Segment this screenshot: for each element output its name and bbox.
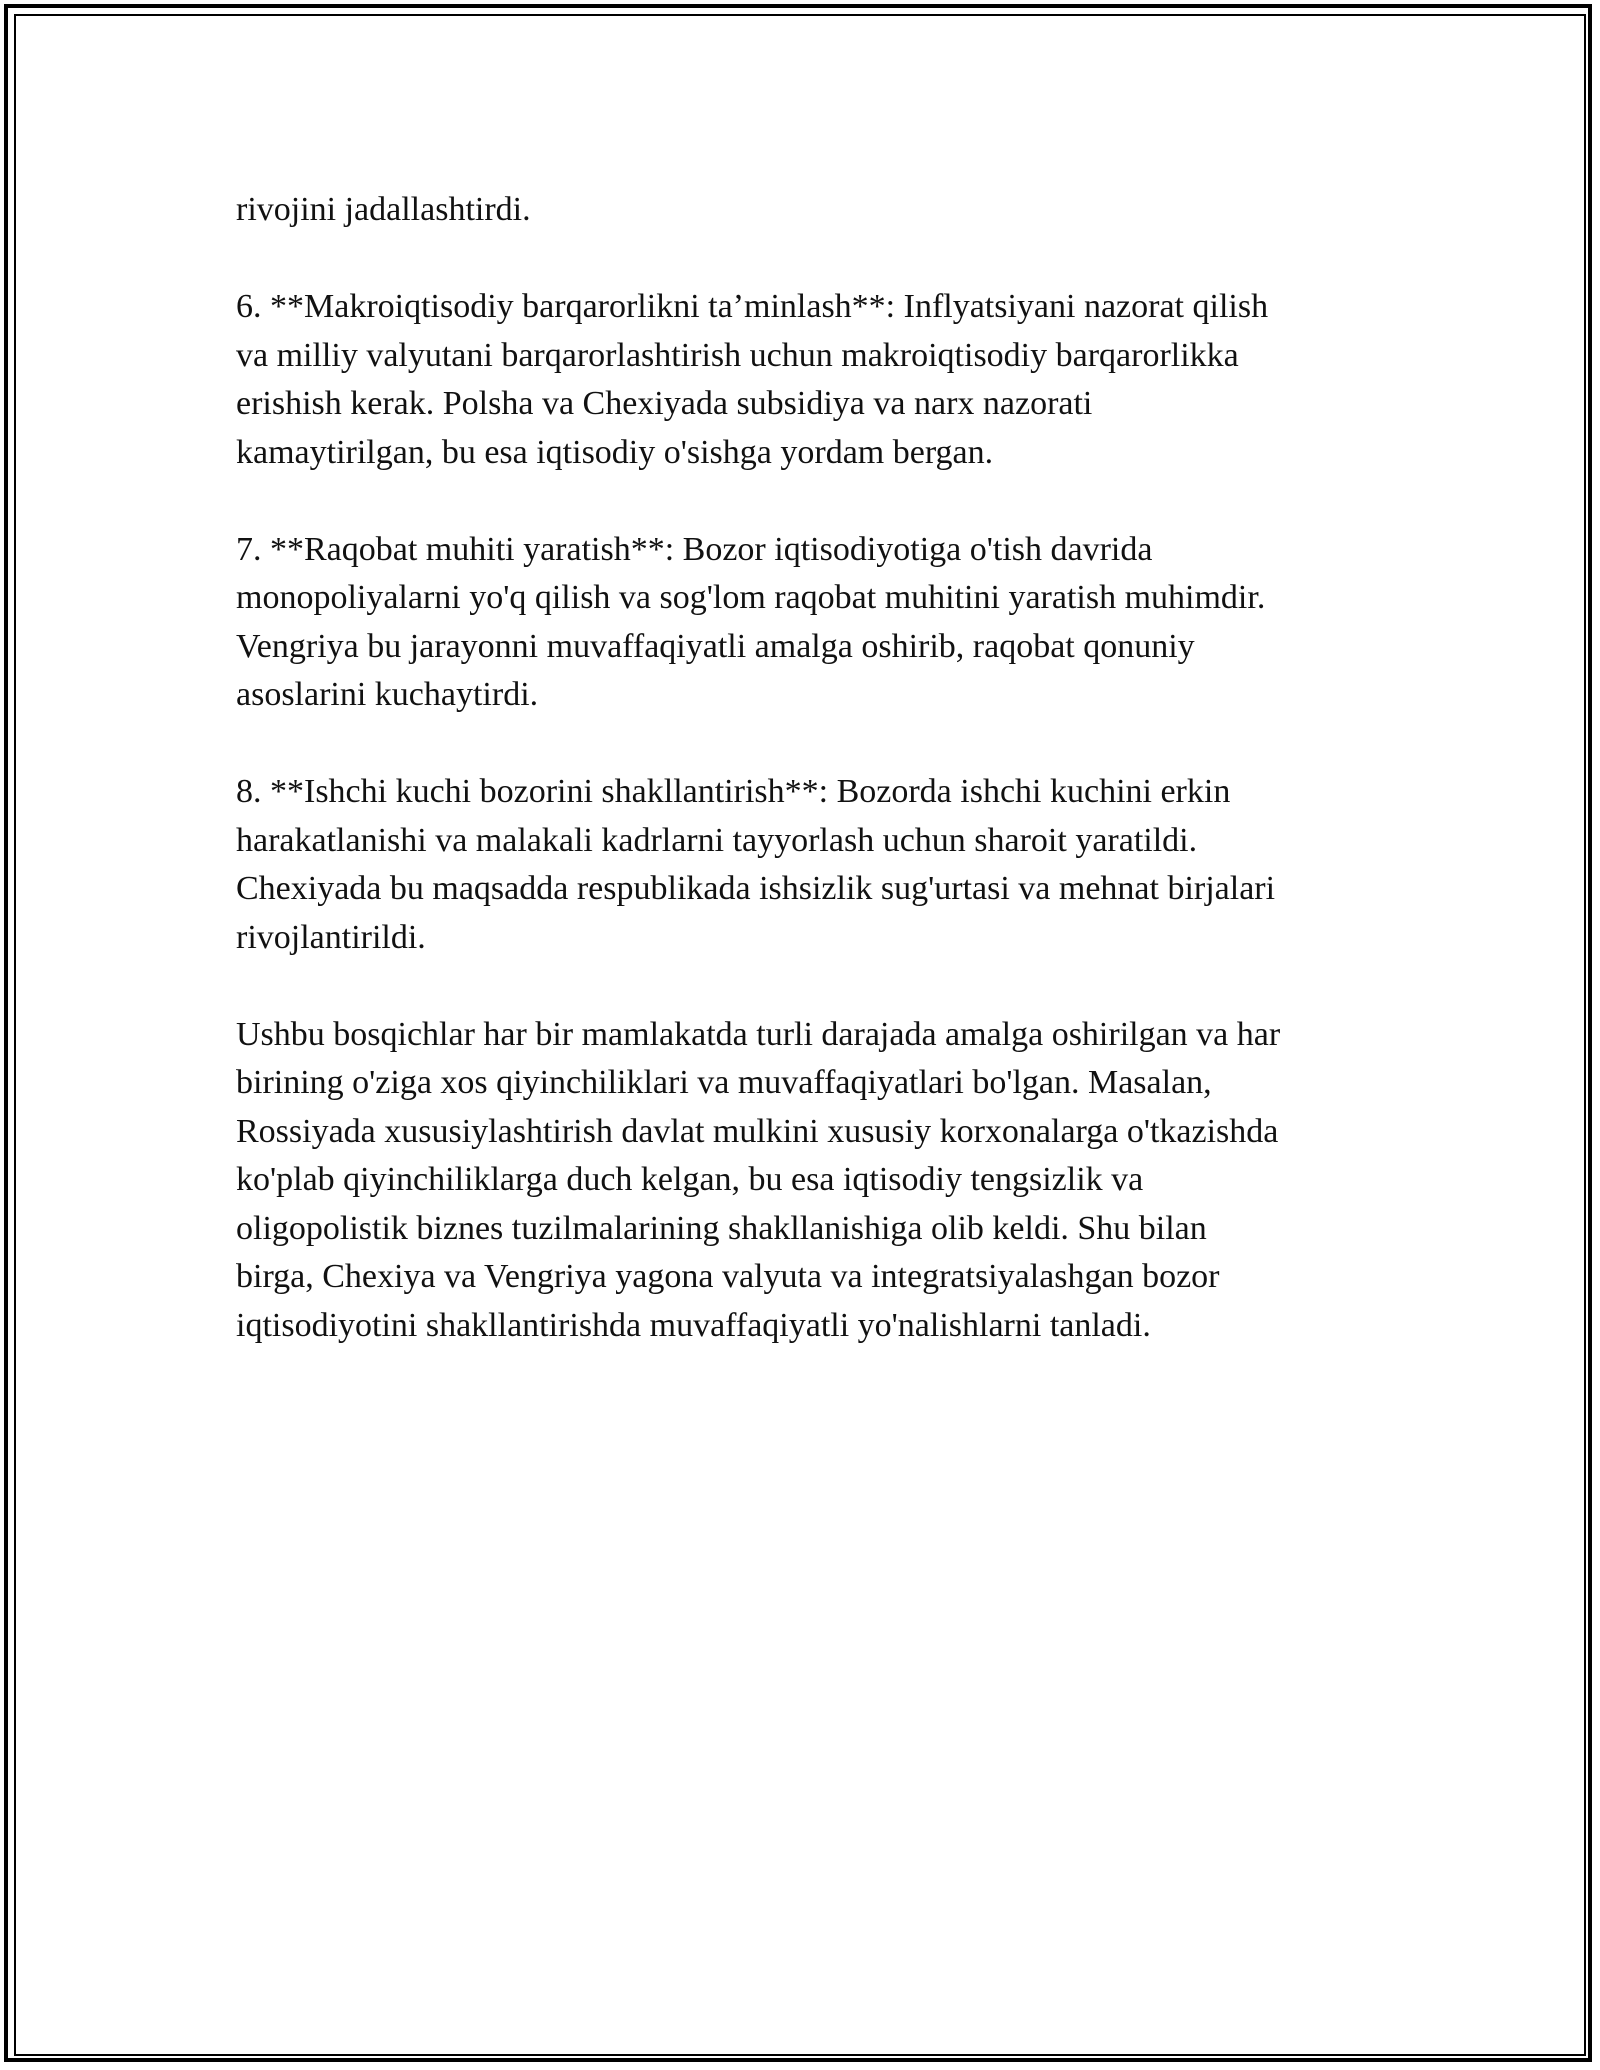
paragraph-item-6: 6. **Makroiqtisodiy barqarorlikni ta’minlash**: Inflyatsiyani nazorat qilish va milliy valyutani barqarorlashtirish uchun makroiqtisodiy barqarorlikka erishish kerak. Polsha va Chexiyada subsidiya va narx nazorati kamaytirilgan, bu esa iqtisodiy o'sishga yordam bergan. — [236, 288, 1269, 471]
paragraph-item-8: 8. **Ishchi kuchi bozorini shakllantirish**: Bozorda ishchi kuchini erkin harakatlanishi va malakali kadrlarni tayyorlash uchun sharoit yaratildi. Chexiyada bu maqsadda respublikada ishsizlik sug'urtasi va mehnat birjalari rivojlantirildi. — [236, 773, 1276, 956]
paragraph-continuation: rivojini jadallashtirdi. — [236, 191, 531, 228]
paragraph-conclusion: Ushbu bosqichlar har bir mamlakatda turli darajada amalga oshirilgan va har birining o'ziga xos qiyinchiliklari va muvaffaqiyatlari bo'lgan. Masalan, Rossiyada xususiylashtirish davlat mulkini xususiy korxonalarga o'tkazishda ko'plab qiyinchiliklarga duch kelgan, bu esa iqtisodiy tengsizlik va oligopolistik biznes tuzilmalarining shakllanishiga olib keldi. Shu bilan birga, Chexiya va Vengriya yagona valyuta va integratsiyalashgan bozor iqtisodiyotini shakllantirishda muvaffaqiyatli yo'nalishlarni tanladi. — [236, 1015, 1281, 1344]
document-body — [236, 186, 1386, 1350]
paragraph-item-7: 7. **Raqobat muhiti yaratish**: Bozor iqtisodiyotiga o'tish davrida monopoliyalarni yo'q qilish va sog'lom raqobat muhitini yaratish muhimdir. Vengriya bu jarayonni muvaffaqiyatli amalga oshirib, raqobat qonuniy asoslarini kuchaytirdi. — [236, 530, 1266, 713]
